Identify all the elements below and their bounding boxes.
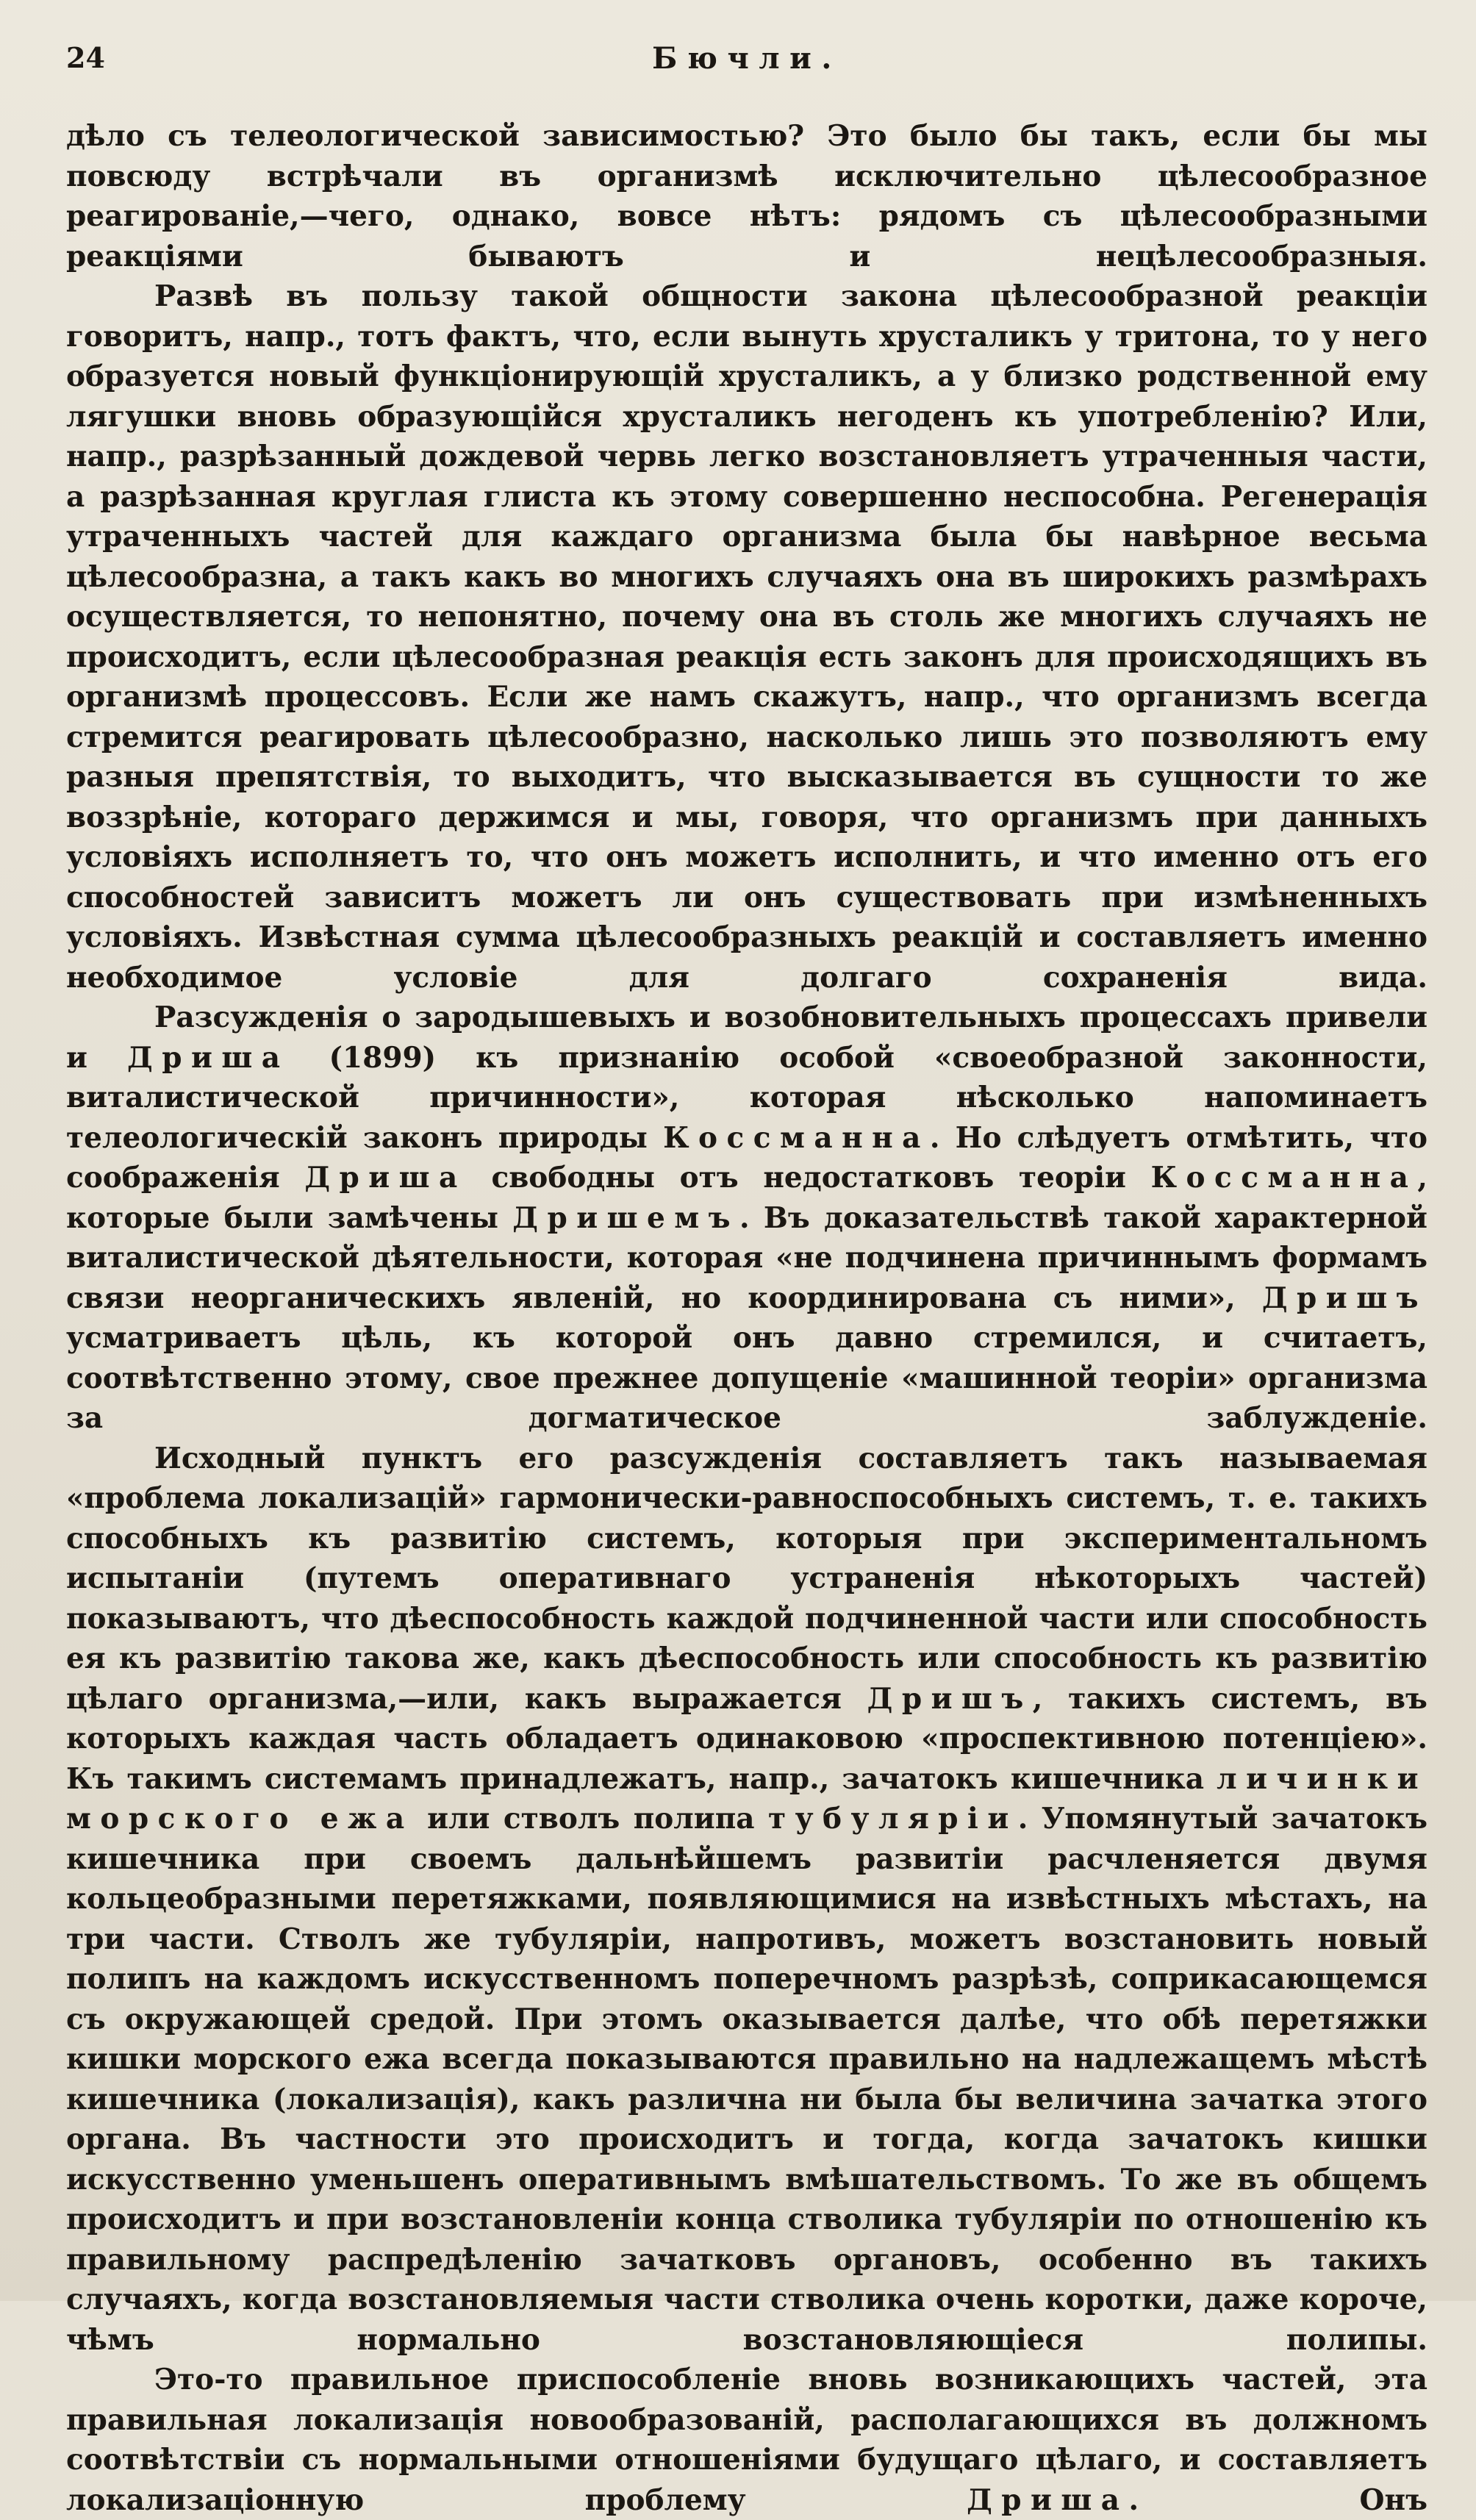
text-run: , которые были замѣчены — [66, 1161, 1427, 1235]
paragraph — [66, 2360, 1427, 2520]
spaced-name: Дришемъ — [512, 1200, 740, 1235]
spaced-name: Дришъ — [1261, 1281, 1427, 1315]
spaced-term: личинки морского ежа — [66, 1761, 1427, 1836]
text-run: . Упомянутый зачатокъ кишечника при своемъ дальнѣйшемъ развитіи расчленяется двумя кольцеобразными перетяжками, появляющимися на извѣстныхъ мѣстахъ, на три части. Стволъ же тубуляріи, напротивъ, можетъ возстановить новый полипъ на каждомъ искусственномъ поперечномъ разрѣзѣ, соприкасающемся съ окружающей средой. При этомъ оказывается далѣе, что обѣ перетяжки кишки морского ежа всегда показываются правильно на надлежащемъ мѣстѣ кишечника (локализація), какъ различна ни была бы величина зачатка этого органа. Въ частности это происходитъ и тогда, когда зачатокъ кишки искусственно уменьшенъ оперативнымъ вмѣшательствомъ. То же въ общемъ происходитъ и при возстановленіи конца стволика тубуляріи по отношенію къ правильному распредѣленію зачатковъ органовъ, особенно въ такихъ случаяхъ, когда возстановляемыя части стволика очень коротки, даже короче, чѣмъ нормально возстановляющіеся полипы. — [66, 1802, 1428, 2357]
text-run: или стволъ полипа — [413, 1802, 768, 1836]
page-header — [66, 31, 1427, 87]
text-run: свободны отъ недостатковъ теоріи — [466, 1161, 1151, 1195]
text-run: Разсужденія о зародышевыхъ и возобновительныхъ процессахъ привели и — [66, 1001, 1427, 1075]
text-run: . Но слѣдуетъ отмѣтить, что соображенія — [66, 1120, 1427, 1195]
paragraph — [66, 276, 1427, 998]
text-run: Исходный пунктъ его разсужденія составляетъ такъ называемая «проблема локализацій» гармонически-равноспособныхъ системъ, т. е. такихъ способныхъ къ развитію системъ, которыя при экспериментальномъ испытаніи (путемъ оперативнаго устраненія нѣкоторыхъ частей) показываютъ, что дѣеспособность каждой подчиненной части или способность ея къ развитію такова же, какъ дѣеспособность или способность къ развитію цѣлаго организма,—или, какъ выражается — [66, 1441, 1427, 1716]
paragraph-text: Развѣ въ пользу такой общности закона цѣлесообразной реакціи говоритъ, напр., тотъ фактъ, что, если вынуть хрусталикъ у тритона, то у него образуется новый функціонирующій хрусталикъ, а у близко родственной ему лягушки вновь образующійся хрусталикъ негоденъ къ употребленію? Или, напр., разрѣзанный дождевой червь легко возстановляетъ утраченныя части, а разрѣзанная круглая глиста къ этому совершенно неспособна. Регенерація утраченныхъ частей для каждаго организма была бы навѣрное весьма цѣлесообразна, а такъ какъ во многихъ случаяхъ она въ широкихъ размѣрахъ осуществляется, то непонятно, почему она въ столь же многихъ случаяхъ не происходитъ, если цѣлесообразная реакція есть законъ для происходящихъ въ организмѣ процессовъ. Если же намъ скажутъ, напр., что организмъ всегда стремится реагировать цѣлесообразно, насколько лишь это позволяютъ ему разныя препятствія, то выходитъ, что высказывается въ сущности то же воззрѣніе, котораго держимся и мы, говоря, что организмъ при данныхъ условіяхъ исполняетъ то, что онъ можетъ исполнить, и что именно отъ его способностей зависитъ можетъ ли онъ существовать при измѣненныхъ условіяхъ. Извѣстная сумма цѣлесообразныхъ реакцій и составляетъ именно необходимое условіе для долгаго сохраненія вида. — [66, 279, 1427, 995]
text-run: Это-то правильное приспособленіе вновь возникающихъ частей, эта правильная локализація новообразованій, располагающихся въ должномъ соотвѣтствіи съ нормальными отношеніями будущаго цѣлаго, и составляетъ локализаціонную проблему — [66, 2363, 1427, 2517]
page-number: 24 — [66, 41, 105, 74]
text-run: усматриваетъ цѣль, къ которой онъ давно стремился, и считаетъ, соотвѣтственно этому, свое прежнее допущеніе «машинной теоріи» организма за догматическое заблужденіе. — [66, 1321, 1427, 1435]
spaced-name: Коссманна — [663, 1120, 930, 1155]
paragraph-text: дѣло съ телеологической зависимостью? Это было бы такъ, если бы мы повсюду встрѣчали въ организмѣ исключительно цѣлесообразное реагированіе,—чего, однако, вовсе нѣтъ: рядомъ съ цѣлесообразными реакціями бываютъ и нецѣлесообразныя. — [66, 119, 1427, 273]
spaced-term: тубуляріи — [767, 1802, 1018, 1836]
running-head: Бючли. — [652, 41, 842, 76]
spaced-name: Дриша — [304, 1161, 467, 1195]
text-run: . Въ доказательствѣ такой характерной виталистической дѣятельности, которая «не подчинена причиннымъ формамъ связи неорганическихъ явленій, но координирована съ ними», — [66, 1200, 1427, 1315]
paragraph — [66, 116, 1427, 276]
spaced-name: Коссманна — [1150, 1161, 1418, 1195]
paragraph — [66, 1439, 1427, 2360]
spaced-name: Дриша — [967, 2483, 1129, 2517]
text-run: (1899) къ признанію особой «своеобразной законности, виталистической причинности», которая нѣсколько напоминаетъ телеологическій законъ природы — [66, 1040, 1427, 1155]
text-run: , такихъ системъ, въ которыхъ каждая часть обладаетъ одинаковою «проспективною потенціею». Къ такимъ системамъ принадлежатъ, напр., зачатокъ кишечника — [66, 1681, 1427, 1796]
paragraph — [66, 998, 1427, 1439]
text-run: . Онъ — [1128, 2483, 1427, 2517]
spaced-name: Дриша — [127, 1040, 290, 1075]
page-body — [66, 116, 1427, 2520]
spaced-name: Дришъ — [867, 1681, 1033, 1716]
